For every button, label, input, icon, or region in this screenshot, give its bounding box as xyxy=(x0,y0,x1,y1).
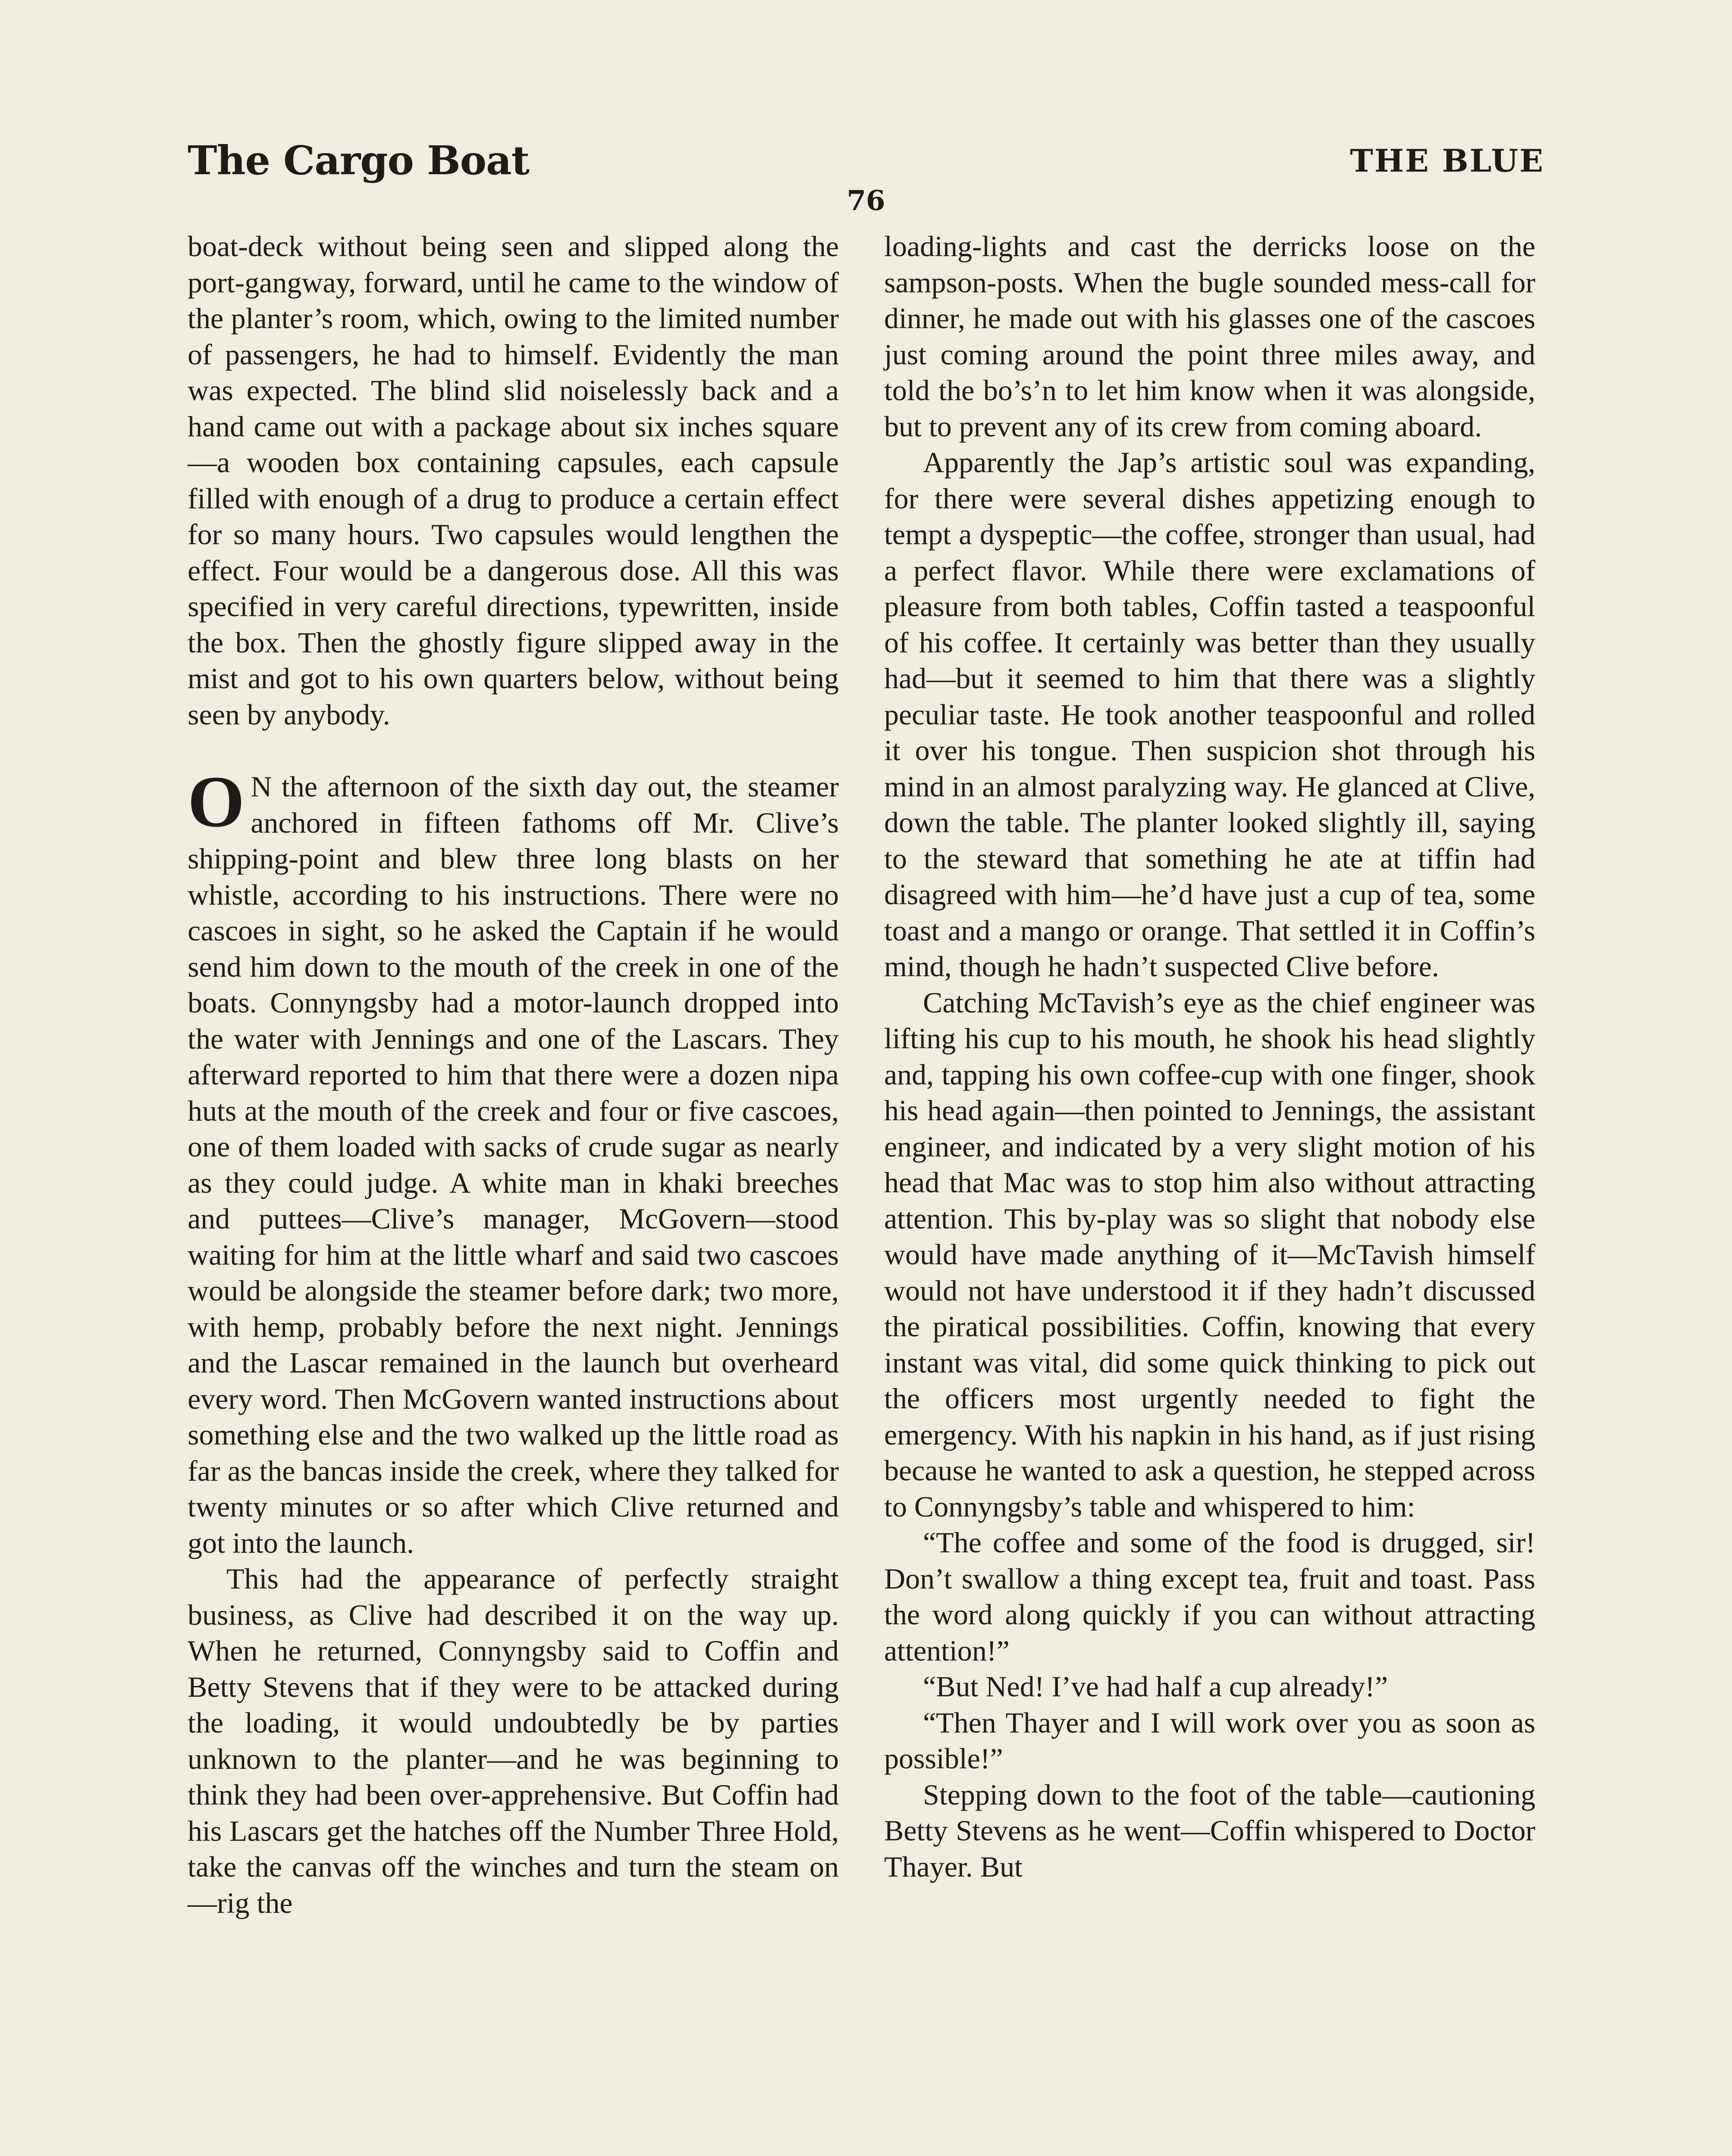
paragraph: “The coffee and some of the food is drugged, sir! Don’t swallow a thing except tea, fruit and toast. Pass the word along quickly if you can without attracting attention!” xyxy=(884,1526,1535,1667)
magazine-title: THE BLUE xyxy=(1350,142,1544,179)
paragraph: Stepping down to the foot of the table—cautioning Betty Stevens as he went—Coffin whispered to Doctor Thayer. But xyxy=(884,1778,1535,1883)
left-column xyxy=(188,229,839,1921)
right-column xyxy=(884,229,1535,1885)
story-title: The Cargo Boat xyxy=(188,137,530,184)
paragraph: “Then Thayer and I will work over you as soon as possible!” xyxy=(884,1706,1535,1775)
paragraph-text: N the afternoon of the sixth day out, the steamer anchored in fifteen fathoms off Mr. Clive’s shipping-point and blew three long blasts on her whistle, according to his instructions. There were no cascoes in sight, so he asked the Captain if he would send him down to the mouth of the creek in one of the boats. Connyngsby had a motor-launch dropped into the water with Jennings and one of the Lascars. They afterward reported to him that there were a dozen nipa huts at the mouth of the creek and four or five cascoes, one of them loaded with sacks of crude sugar as nearly as they could judge. A white man in khaki breeches and puttees—Clive’s manager, McGovern—stood waiting for him at the little wharf and said two cascoes would be alongside the steamer before dark; two more, with hemp, probably before the next night. Jennings and the Lascar remained in the launch but overheard every word. Then McGovern wanted instructions about something else and the two walked up the little road as far as the bancas inside the creek, where they talked for twenty minutes or so after which Clive returned and got into the launch. xyxy=(188,770,839,1559)
paragraph: “But Ned! I’ve had half a cup already!” xyxy=(923,1670,1388,1703)
paragraph: boat-deck without being seen and slipped along the port-gangway, forward, until he came to the window of the planter’s room, which, owing to the limited number of passengers, he had to himself. Evidently the man was expected. The blind slid noiselessly back and a hand came out with a package about six inches square—a wooden box containing capsules, each capsule filled with enough of a drug to produce a certain effect for so many hours. Two capsules would lengthen the effect. Four would be a dangerous dose. All this was specified in very careful directions, typewritten, inside the box. Then the ghostly figure slipped away in the mist and got to his own quarters below, without being seen by anybody. xyxy=(188,230,839,731)
page-number: 76 xyxy=(847,185,885,217)
paragraph: This had the appearance of perfectly straight business, as Clive had described it on the way up. When he returned, Connyngsby said to Coffin and Betty Stevens that if they were to be attacked during the loading, it would undoubtedly be by parties unknown to the planter—and he was beginning to think they had been over-apprehensive. But Coffin had his Lascars get the hatches off the Number Three Hold, take the canvas off the winches and turn the steam on—rig the xyxy=(188,1562,839,1919)
paragraph: loading-lights and cast the derricks loose on the sampson-posts. When the bugle sounded mess-call for dinner, he made out with his glasses one of the cascoes just coming around the point three miles away, and told the bo’s’n to let him know when it was alongside, but to prevent any of its crew from coming aboard. xyxy=(884,230,1535,443)
paragraph-section-start xyxy=(188,761,839,1561)
drop-cap: O xyxy=(188,761,245,842)
paragraph: Apparently the Jap’s artistic soul was expanding, for there were several dishes appetizing enough to tempt a dyspeptic—the coffee, stronger than usual, had a perfect flavor. While there were exclamations of pleasure from both tables, Coffin tasted a teaspoonful of his coffee. It certainly was better than they usually had—but it seemed to him that there was a slightly peculiar taste. He took another teaspoonful and rolled it over his tongue. Then suspicion shot through his mind in an almost paralyzing way. He glanced at Clive, down the table. The planter looked slightly ill, saying to the steward that something he ate at tiffin had disagreed with him—he’d have just a cup of tea, some toast and a mango or orange. That settled it in Coffin’s mind, though he hadn’t suspected Clive before. xyxy=(884,446,1535,983)
paragraph: Catching McTavish’s eye as the chief engineer was lifting his cup to his mouth, he shook his head slightly and, tapping his own coffee-cup with one finger, shook his head again—then pointed to Jennings, the assistant engineer, and indicated by a very slight motion of his head that Mac was to stop him also without attracting attention. This by-play was so slight that nobody else would have made anything of it—McTavish himself would not have understood it if they hadn’t discussed the piratical possibilities. Coffin, knowing that every instant was vital, did some quick thinking to pick out the officers most urgently needed to fight the emergency. With his napkin in his hand, as if just rising because he wanted to ask a question, he stepped across to Connyngsby’s table and whispered to him: xyxy=(884,986,1535,1523)
